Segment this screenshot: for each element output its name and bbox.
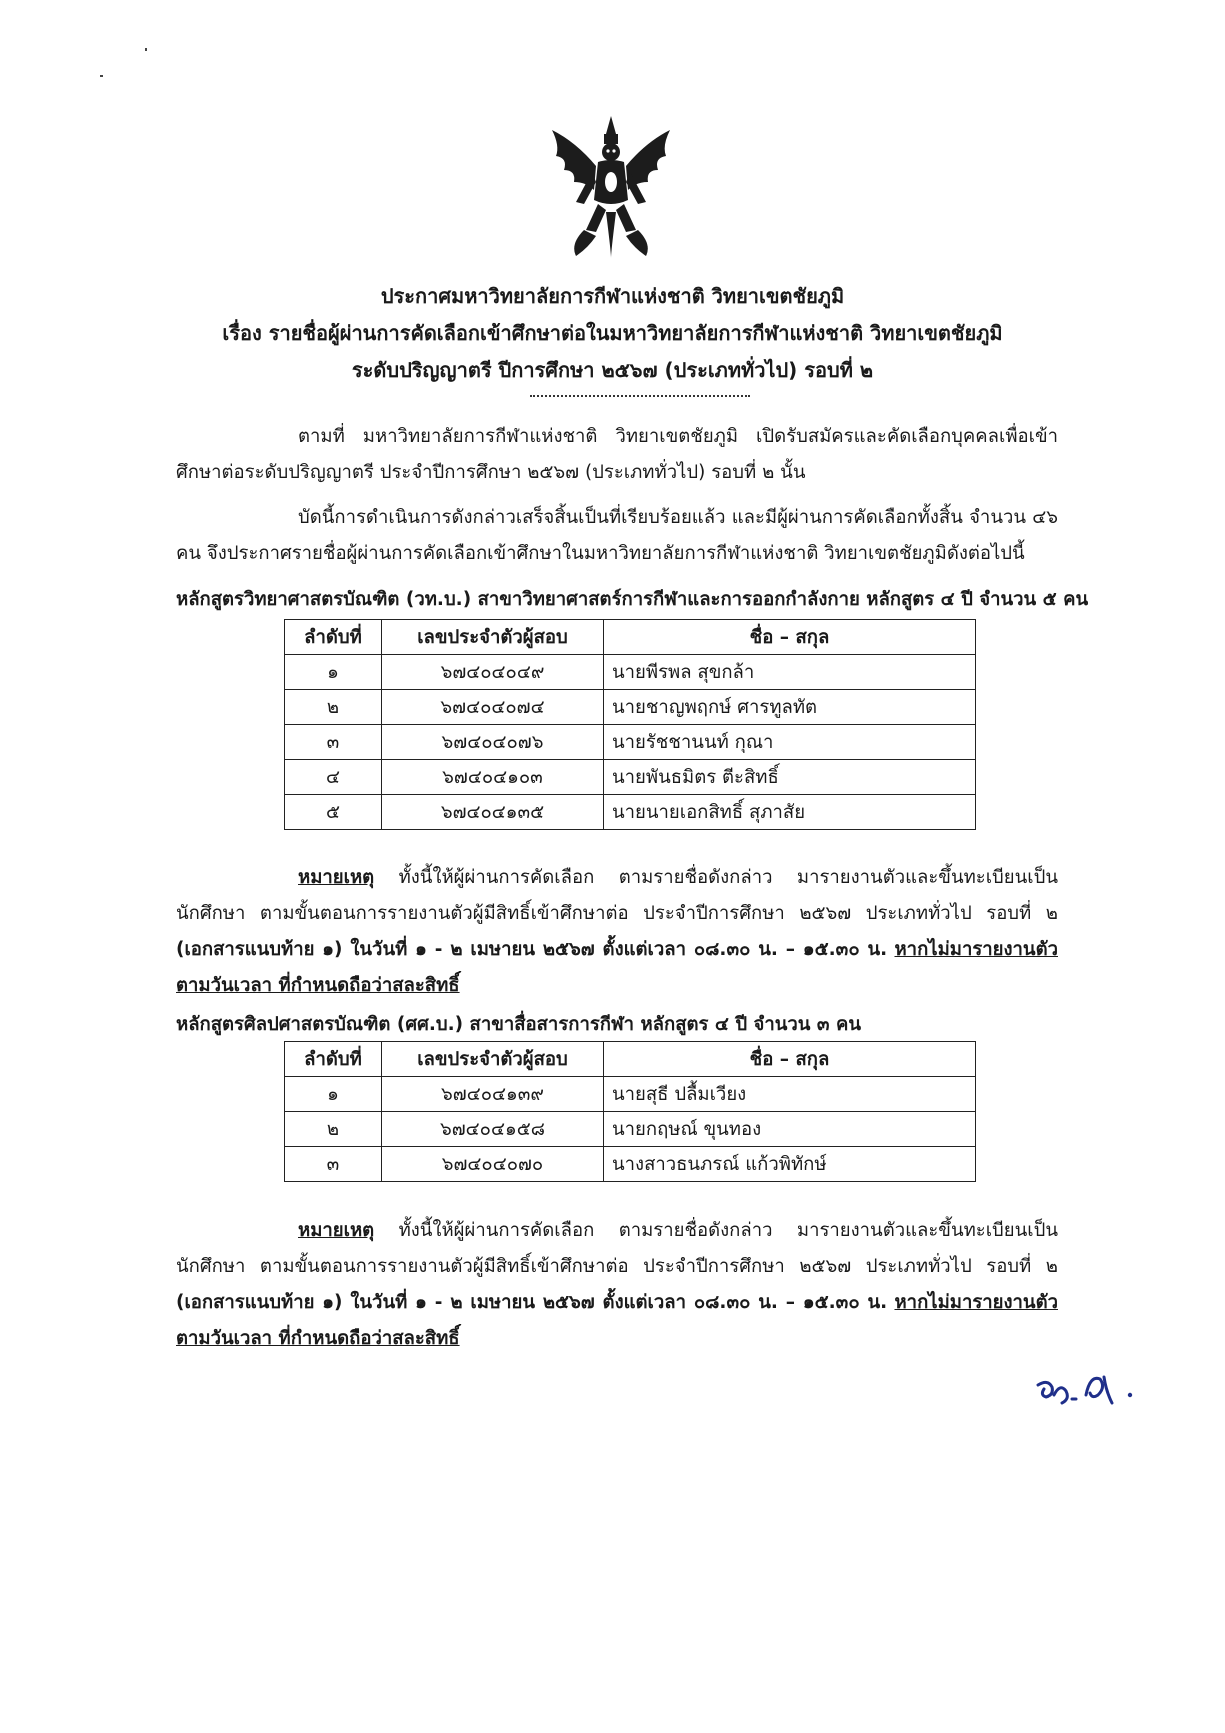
col-order-header: ลำดับที่ xyxy=(285,1042,382,1077)
row-exam-id: ๖๗๔๐๔๑๓๙ xyxy=(382,1077,604,1112)
remark-label: หมายเหตุ xyxy=(298,867,375,888)
row-exam-id: ๖๗๔๐๔๐๔๙ xyxy=(382,655,604,690)
row-exam-id: ๖๗๔๐๔๐๗๔ xyxy=(382,690,604,725)
row-exam-id: ๖๗๔๐๔๑๐๓ xyxy=(382,760,604,795)
col-exam-id-header: เลขประจำตัวผู้สอบ xyxy=(382,1042,604,1077)
intro-paragraph-1: ตามที่ มหาวิทยาลัยการกีฬาแห่งชาติ วิทยาเขตชัยภูมิ เปิดรับสมัครและคัดเลือกบุคคลเพื่อเข้าศึกษาต่อระดับปริญญาตรี ประจำปีการศึกษา ๒๕๖๗ (ประเภททั่วไป) รอบที่ ๒ นั้น xyxy=(176,426,1058,483)
row-exam-id: ๖๗๔๐๔๐๗๖ xyxy=(382,725,604,760)
table-row xyxy=(285,690,976,725)
table-row xyxy=(285,1112,976,1147)
row-order: ๑ xyxy=(285,1077,382,1112)
row-name: นายรัชชานนท์ กุณา xyxy=(604,725,976,760)
scan-speck xyxy=(145,48,147,51)
remark-paragraph-1 xyxy=(176,860,1058,1004)
row-name: นายนายเอกสิทธิ์ สุภาสัย xyxy=(604,795,976,830)
row-exam-id: ๖๗๔๐๔๑๕๘ xyxy=(382,1112,604,1147)
row-name: นายกฤษณ์ ขุนทอง xyxy=(604,1112,976,1147)
intro-paragraph-2: บัดนี้การดำเนินการดังกล่าวเสร็จสิ้นเป็นที่เรียบร้อยแล้ว และมีผู้ผ่านการคัดเลือกทั้งสิ้น จำนวน ๔๖ คน จึงประกาศรายชื่อผู้ผ่านการคัดเลือกเข้าศึกษาในมหาวิทยาลัยการกีฬาแห่งชาติ วิทยาเขตชัยภูมิดังต่อไปนี้ xyxy=(176,507,1058,564)
row-name: นายพีรพล สุขกล้า xyxy=(604,655,976,690)
announcement-title-line3: ระดับปริญญาตรี ปีการศึกษา ๒๕๖๗ (ประเภททั่วไป) รอบที่ ๒ xyxy=(351,358,874,382)
remark-text: ทั้งนี้ให้ผู้ผ่านการคัดเลือก ตามรายชื่อดังกล่าว มารายงานตัวและขึ้นทะเบียนเป็นนักศึกษา ตามขั้นตอนการรายงานตัวผู้มีสิทธิ์เข้าศึกษาต่อ ประจำปีการศึกษา ๒๕๖๗ ประเภททั่วไป รอบที่ ๒ xyxy=(176,867,1058,924)
table-row xyxy=(285,760,976,795)
row-order: ๒ xyxy=(285,1112,382,1147)
handwritten-initials-signature xyxy=(1030,1365,1140,1415)
col-order-header: ลำดับที่ xyxy=(285,620,382,655)
table-row xyxy=(285,795,976,830)
table-row xyxy=(285,1077,976,1112)
table-row xyxy=(285,725,976,760)
row-name: นายพันธมิตร ตีะสิทธิ์ xyxy=(604,760,976,795)
col-exam-id-header: เลขประจำตัวผู้สอบ xyxy=(382,620,604,655)
row-name: นายชาญพฤกษ์ ศารทูลทัต xyxy=(604,690,976,725)
row-order: ๔ xyxy=(285,760,382,795)
remark-paragraph-2 xyxy=(176,1213,1058,1357)
program2-table xyxy=(284,1041,976,1182)
table-header-row xyxy=(285,620,976,655)
row-order: ๓ xyxy=(285,1147,382,1182)
row-order: ๓ xyxy=(285,725,382,760)
row-order: ๒ xyxy=(285,690,382,725)
remark-date-text: (เอกสารแนบท้าย ๑) ในวันที่ ๑ - ๒ เมษายน ๒๕๖๗ ตั้งแต่เวลา ๐๘.๓๐ น. – ๑๕.๓๐ น. xyxy=(176,939,888,960)
row-exam-id: ๖๗๔๐๔๑๓๕ xyxy=(382,795,604,830)
garuda-emblem-icon xyxy=(546,112,676,260)
row-name: นายสุธี ปลื้มเวียง xyxy=(604,1077,976,1112)
table-row xyxy=(285,1147,976,1182)
remark-warning-text: หากไม่มารายงานตัวตามวันเวลา ที่กำหนดถือว่าสละสิทธิ์ xyxy=(176,1292,1058,1349)
remark-text: ทั้งนี้ให้ผู้ผ่านการคัดเลือก ตามรายชื่อดังกล่าว มารายงานตัวและขึ้นทะเบียนเป็นนักศึกษา ตามขั้นตอนการรายงานตัวผู้มีสิทธิ์เข้าศึกษาต่อ ประจำปีการศึกษา ๒๕๖๗ ประเภททั่วไป รอบที่ ๒ xyxy=(176,1220,1058,1277)
table-row xyxy=(285,655,976,690)
program1-table xyxy=(284,619,976,830)
row-order: ๕ xyxy=(285,795,382,830)
col-name-header: ชื่อ – สกุล xyxy=(604,1042,976,1077)
col-name-header: ชื่อ – สกุล xyxy=(604,620,976,655)
announcement-title-line1: ประกาศมหาวิทยาลัยการกีฬาแห่งชาติ วิทยาเขตชัยภูมิ xyxy=(380,284,845,308)
row-order: ๑ xyxy=(285,655,382,690)
row-name: นางสาวธนภรณ์ แก้วพิทักษ์ xyxy=(604,1147,976,1182)
program1-heading: หลักสูตรวิทยาศาสตรบัณฑิต (วท.บ.) สาขาวิทยาศาสตร์การกีฬาและการออกกำลังกาย หลักสูตร ๔ ปี จำนวน ๕ คน xyxy=(176,589,1089,610)
title-divider xyxy=(530,395,750,397)
row-exam-id: ๖๗๔๐๔๐๗๐ xyxy=(382,1147,604,1182)
remark-warning-text: หากไม่มารายงานตัวตามวันเวลา ที่กำหนดถือว่าสละสิทธิ์ xyxy=(176,939,1058,996)
table-header-row xyxy=(285,1042,976,1077)
remark-date-text: (เอกสารแนบท้าย ๑) ในวันที่ ๑ - ๒ เมษายน ๒๕๖๗ ตั้งแต่เวลา ๐๘.๓๐ น. – ๑๕.๓๐ น. xyxy=(176,1292,888,1313)
remark-label: หมายเหตุ xyxy=(298,1220,375,1241)
scan-speck xyxy=(100,75,103,77)
program2-heading: หลักสูตรศิลปศาสตรบัณฑิต (ศศ.บ.) สาขาสื่อสารการกีฬา หลักสูตร ๔ ปี จำนวน ๓ คน xyxy=(176,1014,861,1035)
announcement-title-line2: เรื่อง รายชื่อผู้ผ่านการคัดเลือกเข้าศึกษาต่อในมหาวิทยาลัยการกีฬาแห่งชาติ วิทยาเขตชัยภูมิ xyxy=(222,321,1003,345)
